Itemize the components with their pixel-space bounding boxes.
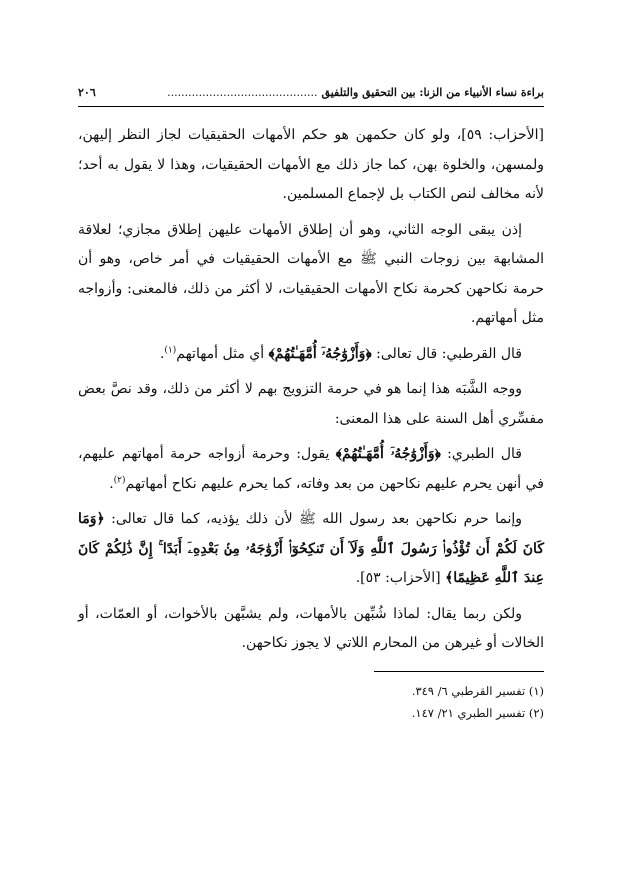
page-number: ٢٠٦	[78, 86, 96, 99]
paragraph-text: قال الطبري:	[440, 446, 522, 462]
paragraph	[78, 440, 544, 499]
paragraph-text: وإنما حرم نكاحهن بعد رسول الله ﷺ لأن ذلك يؤذيه، كما قال تعالى:	[104, 511, 522, 527]
book-page	[78, 86, 544, 724]
page-body	[78, 121, 544, 659]
paragraph-text: [الأحزاب: ٥٣].	[355, 570, 446, 586]
footnote-ref[interactable]: (٢)	[113, 474, 126, 485]
paragraph: ولكن ربما يقال: لماذا شُبِّهن بالأمهات، ولم يشبَّهن بالأخوات، أو العمّات، أو الخالات أو غيرهن من المحارم اللاتي لا يجوز نكاحهن.	[78, 605, 544, 651]
running-title: براءة نساء الأنبياء من الزنا: بين التحقيق والتلفيق	[321, 86, 544, 99]
running-header	[78, 86, 544, 107]
paragraph-end: .	[159, 345, 165, 362]
header-dot-leader: ...........................................	[167, 86, 318, 99]
quran-verse: ﴿وَأَزْوَٰجُهُۥٓ أُمَّهَـٰتُهُمْ﴾	[268, 345, 372, 362]
header-title-group	[167, 86, 544, 99]
quran-verse: ﴿وَأَزْوَٰجُهُۥٓ أُمَّهَـٰتُهُمْ﴾	[335, 446, 441, 462]
paragraph-text: أي مثل أمهاتهم	[176, 345, 269, 362]
footnote: (٢) تفسير الطبري ٢١/ ١٤٧.	[411, 705, 544, 720]
paragraph: [الأحزاب: ٥٩]، ولو كان حكمهن هو حكم الأمهات الحقيقيات لجاز النظر إليهن، ولمسهن، والخلوة بهن، كما جاز ذلك مع الأمهات الحقيقيات، وهذا لا يقول به أحد؛ لأنه مخالف لنص الكتاب بل لإجماع المسلمين.	[78, 127, 545, 202]
paragraph-text: قال القرطبي: قال تعالى:	[371, 345, 522, 362]
paragraph-end: .	[109, 475, 114, 492]
paragraph: إذن يبقى الوجه الثاني، وهو أن إطلاق الأمهات عليهن إطلاق مجازي؛ لعلاقة المشابهة بين زوجات النبي ﷺ مع الأمهات الحقيقيات في أمر خاص، وهو أن حرمة نكاحهن كحرمة نكاح الأمهات الحقيقيات، لا أكثر من ذلك، فالمعنى: وأزواجه مثل أمهاتهم.	[78, 221, 544, 326]
footnote-ref[interactable]: (١)	[164, 344, 177, 355]
footnote-separator	[374, 671, 544, 672]
paragraph: ووجه الشَّبَه هذا إنما هو في حرمة التزويج بهم لا أكثر من ذلك، وقد نصَّ بعض مفسِّري أهل السنة على هذا المعنى:	[78, 381, 544, 427]
footnotes	[78, 671, 544, 724]
paragraph-text: يقول: وحرمة أزواجه حرمة أمهاتهم عليهم، في أنهن يحرم عليهم نكاحهن من بعد وفاته، كما يحرم عليهم نكاح أمهاتهم	[78, 446, 544, 492]
quran-verse: ﴿وَمَا كَانَ لَكُمْ أَن تُؤْذُوا۟ رَسُولَ ٱللَّهِ وَلَآ أَن تَنكِحُوٓا۟ أَزْوَٰجَهُۥ مِنۢ بَعْدِهِۦٓ أَبَدًا ۚ إِنَّ ذَٰلِكُمْ كَانَ عِندَ ٱللَّهِ عَظِيمًا﴾	[78, 511, 544, 586]
footnote: (١) تفسير القرطبي ٦/ ٣٤٩.	[411, 683, 544, 698]
paragraph	[78, 340, 544, 370]
paragraph	[78, 505, 544, 594]
